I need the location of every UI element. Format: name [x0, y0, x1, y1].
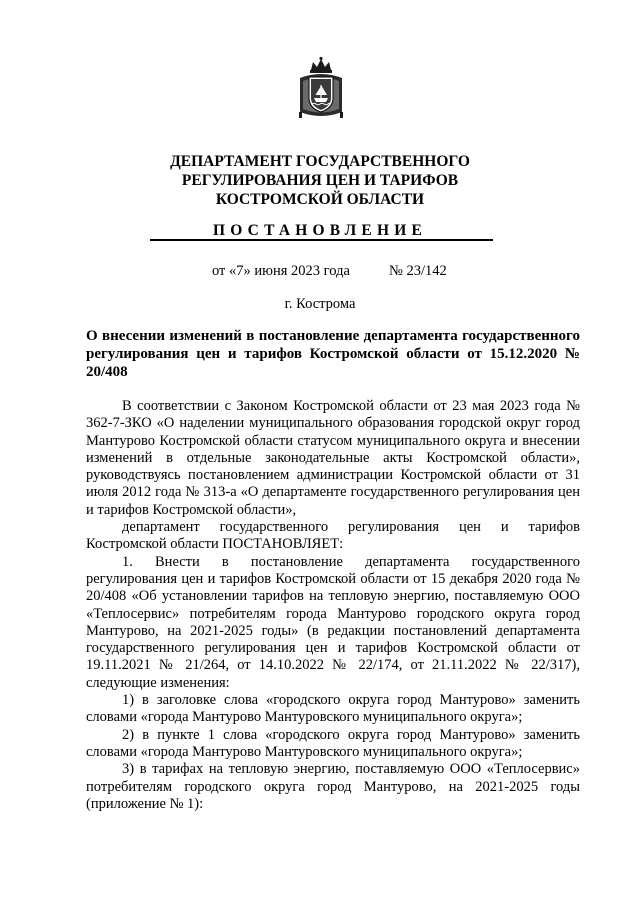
document-body: [86, 398, 580, 813]
coat-of-arms-icon: [297, 56, 345, 120]
document-subject: О внесении изменений в постановление департамента государственного регулирования цен и тарифов Костромской области от 15.12.2020 № 20/408: [86, 328, 580, 380]
body-paragraph-4: 1) в заголовке слова «городского округа город Мантурово» заменить словами «города Мантурово Мантуровского муниципального округа»;: [86, 692, 580, 726]
document-number: № 23/142: [389, 263, 447, 279]
department-line-3: КОСТРОМСКОЙ ОБЛАСТИ: [215, 191, 425, 208]
department-title: [60, 152, 580, 209]
department-line-1: ДЕПАРТАМЕНТ ГОСУДАРСТВЕННОГО: [170, 153, 470, 170]
department-line-2: РЕГУЛИРОВАНИЯ ЦЕН И ТАРИФОВ: [181, 172, 459, 189]
body-paragraph-6: 3) в тарифах на тепловую энергию, поставляемую ООО «Теплосервис» потребителям городского округа город Мантурово, на 2021-2025 годы (приложение № 1):: [86, 761, 580, 812]
date-line: [212, 263, 447, 280]
document-date: от «7» июня 2023 года: [212, 263, 350, 279]
document-city: г. Кострома: [284, 296, 356, 312]
body-paragraph-1: В соответствии с Законом Костромской области от 23 мая 2023 года № 362-7-ЗКО «О наделении муниципального образования городской округ город Мантурово Костромской области статусом муниципального округа и внесении изменений в отдельные законодательные акты Костромской области», руководствуясь постановлением администрации Костромской области от 31 июля 2012 года № 313-а «О департаменте государственного регулирования цен и тарифов Костромской области»,: [86, 398, 580, 518]
document-type-heading: ПОСТАНОВЛЕНИЕ: [212, 222, 428, 239]
body-paragraph-2: департамент государственного регулирования цен и тарифов Костромской области ПОСТАНОВЛЯЕТ:: [86, 519, 580, 553]
body-paragraph-3: 1. Внести в постановление департамента государственного регулирования цен и тарифов Костромской области от 15 декабря 2020 года № 20/408 «Об установлении тарифов на тепловую энергию, поставляемую ООО «Теплосервис» потребителям города Мантурово городского округа город Мантурово, на 2021-2025 годы» (в редакции постановлений департамента государственного регулирования цен и тарифов Костромской области от 19.11.2021 № 21/264, от 14.10.2022 № 22/174, от 21.11.2022 № 22/317), следующие изменения:: [86, 553, 580, 691]
heading-underline: [150, 239, 493, 241]
body-paragraph-5: 2) в пункте 1 слова «городского округа город Мантурово» заменить словами «города Мантурово Мантуровского муниципального округа»;: [86, 726, 580, 760]
